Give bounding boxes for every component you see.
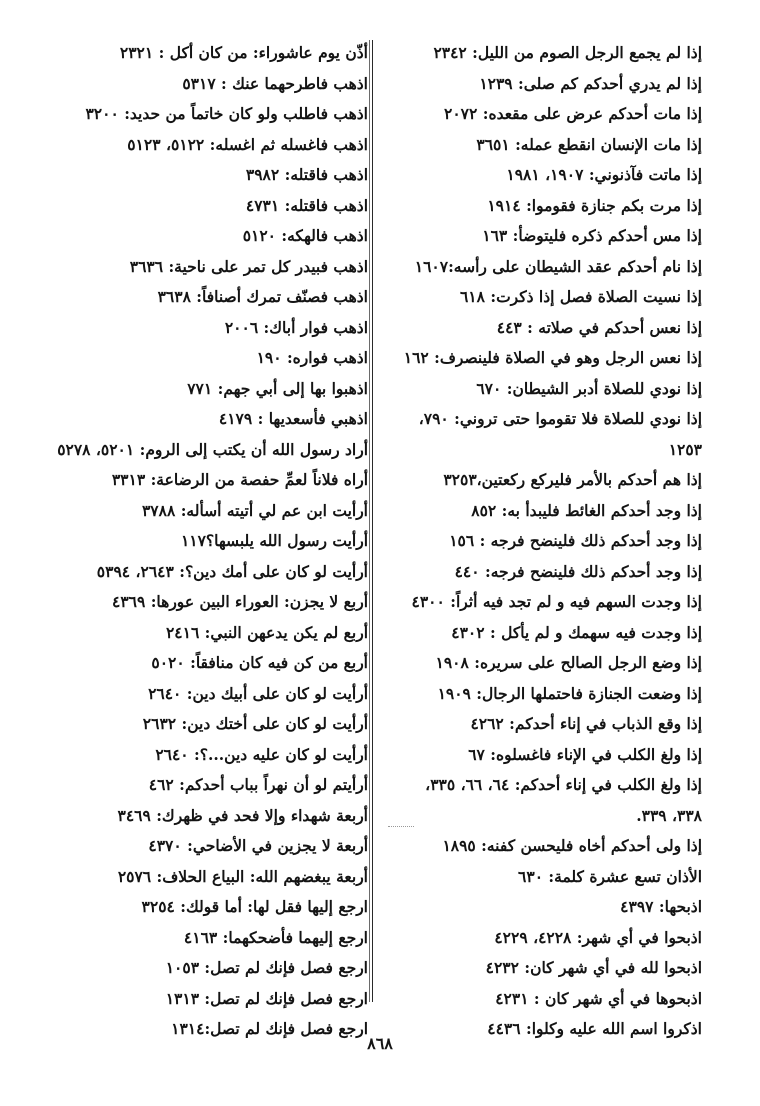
- index-entry: اذبحها: ٤٣٩٧: [620, 897, 702, 916]
- index-entry: إذا لم يجمع الرجل الصوم من الليل: ٢٣٤٢: [433, 43, 702, 62]
- index-entry: أربع من كن فيه كان منافقاً: ٥٠٢٠: [151, 653, 368, 672]
- index-entry: ارجع إليها فقل لها: أما قولك: ٣٢٥٤: [141, 897, 368, 916]
- index-entry: إذا وضعت الجنازة فاحتملها الرجال: ١٩٠٩: [437, 683, 702, 703]
- index-entry: إذا نودي للصلاة فلا تقوموا حتى تروني: ٧٩٠، ١٢٥٣: [418, 409, 702, 459]
- index-entry: إذا وضع الرجل الصالح على سريره: ١٩٠٨: [435, 653, 702, 672]
- index-entry: أرأيت رسول الله يلبسها؟١١٧: [180, 531, 368, 550]
- index-entry: اذهب فبيدر كل تمر على ناحية: ٣٦٣٦: [129, 256, 368, 276]
- index-entry: ارجع فصل فإنك لم تصل: ١٣١٣: [165, 988, 368, 1008]
- index-entry: اذهب فاطرحهما عنك : ٥٣١٧: [182, 73, 368, 93]
- index-entry: اذهب فاغسله ثم اغسله: ٥١٢٢، ٥١٢٣: [127, 134, 368, 154]
- scan-speck: [388, 826, 414, 830]
- index-entry: إذا مس أحدكم ذكره فليتوضأ: ١٦٣: [482, 226, 702, 245]
- index-entry: اذهب فاقتله: ٣٩٨٢: [245, 165, 368, 184]
- index-entry: إذا نودي للصلاة أدبر الشيطان: ٦٧٠: [476, 378, 702, 398]
- index-entry: إذا ولغ الكلب في الإناء فاغسلوه: ٦٧: [468, 744, 702, 764]
- index-entry: ارجع فصل فإنك لم تصل:١٣١٤: [171, 1019, 368, 1038]
- index-entry: أربعة يبغضهم الله: البياع الحلاف: ٢٥٧٦: [117, 866, 368, 886]
- index-entry: ارجع فصل فإنك لم تصل: ١٠٥٣: [165, 958, 368, 977]
- index-entry: أرأيت لو كان على أبيك دين: ٢٦٤٠: [148, 683, 368, 703]
- index-entry: أراه فلاناً لعمِّ حفصة من الرضاعة: ٣٣١٣: [111, 470, 368, 489]
- index-entry: أرأيت ابن عم لي أتيته أسأله: ٣٧٨٨: [141, 500, 368, 520]
- index-entry: إذا نعس أحدكم في صلاته : ٤٤٣: [496, 317, 702, 337]
- index-entry: أراد رسول الله أن يكتب إلى الروم: ٥٢٠١، ٥٢٧٨: [57, 439, 368, 459]
- index-entry: إذا وقع الذباب في إناء أحدكم: ٤٢٦٢: [470, 714, 702, 733]
- index-entry: اذهبي فأسعديها : ٤١٧٩: [218, 409, 368, 428]
- index-entry: أرأيتم لو أن نهراً بباب أحدكم: ٤٦٢: [148, 775, 368, 794]
- index-entry: إذا وجد أحدكم الغائط فليبدأ به: ٨٥٢: [471, 500, 702, 520]
- index-entry: اذهب فواره: ١٩٠: [256, 348, 368, 367]
- index-entry: اذكروا اسم الله عليه وكلوا: ٤٤٣٦: [487, 1019, 702, 1038]
- index-entry: إذا نسيت الصلاة فصل إذا ذكرت: ٦١٨: [459, 287, 702, 306]
- index-entry: أرأيت لو كان على أمك دين؟: ٢٦٤٣، ٥٣٩٤: [96, 561, 368, 581]
- index-entry: أربعة شهداء وإلا فحد في ظهرك: ٣٤٦٩: [117, 805, 368, 825]
- index-entry: إذا نام أحدكم عقد الشيطان على رأسه:١٦٠٧: [414, 256, 702, 276]
- index-entry: إذا لم يدري أحدكم كم صلى: ١٢٣٩: [479, 73, 702, 93]
- index-entry: ارجع إليهما فأضحكهما: ٤١٦٣: [183, 927, 368, 947]
- index-entry: أرأيت لو كان عليه دين...؟: ٢٦٤٠: [155, 744, 368, 764]
- index-entry: اذهب فاطلب ولو كان خاتماً من حديد: ٣٢٠٠: [85, 104, 368, 123]
- index-entry: إذا وجدت السهم فيه و لم تجد فيه أثراً: ٤٣٠٠: [411, 592, 702, 611]
- index-entry: أرأيت لو كان على أختك دين: ٢٦٣٢: [142, 714, 368, 733]
- index-entry: إذا هم أحدكم بالأمر فليركع ركعتين،٣٢٥٣: [443, 470, 702, 489]
- index-entry: أربعة لا يجزين في الأضاحي: ٤٣٧٠: [148, 836, 368, 855]
- index-entry: إذا مات الإنسان انقطع عمله: ٣٦٥١: [476, 134, 702, 154]
- index-entry: اذبحوها في أي شهر كان : ٤٢٣١: [495, 988, 702, 1008]
- column-divider: [372, 40, 373, 1002]
- index-entry: إذا نعس الرجل وهو في الصلاة فلينصرف: ١٦٢: [403, 348, 702, 367]
- index-entry: إذا مات أحدكم عرض على مقعده: ٢٠٧٢: [444, 104, 702, 123]
- index-entry: أذّن يوم عاشوراء: من كان أكل : ٢٣٢١: [119, 43, 368, 62]
- index-entry: أربع لم يكن يدعهن النبي: ٢٤١٦: [165, 622, 368, 642]
- index-entry: إذا ولغ الكلب في إناء أحدكم: ٦٤، ٦٦، ٣٣٥، ٣٣٨، ٣٣٩.: [425, 775, 702, 825]
- index-column-left: [23, 38, 368, 1045]
- index-entry: إذا وجد أحدكم ذلك فلينضح فرجه: ٤٤٠: [454, 561, 702, 581]
- index-entry: إذا وجدت فيه سهمك و لم يأكل : ٤٣٠٢: [451, 622, 702, 642]
- index-entry: أربع لا يجزن: العوراء البين عورها: ٤٣٦٩: [112, 592, 368, 611]
- index-entry: اذهبوا بها إلى أبي جهم: ٧٧١: [187, 378, 368, 398]
- index-entry: اذبحوا في أي شهر: ٤٢٢٨، ٤٢٢٩: [494, 927, 702, 947]
- page-number: ٨٦٨: [367, 1034, 393, 1053]
- index-entry: اذبحوا لله في أي شهر كان: ٤٢٣٢: [485, 958, 702, 977]
- index-entry: اذهب فصنّف تمرك أصنافاً: ٣٦٣٨: [157, 287, 368, 306]
- index-entry: إذا وجد أحدكم ذلك فلينضح فرجه : ١٥٦: [449, 531, 702, 550]
- index-entry: اذهب فالهكه: ٥١٢٠: [242, 226, 368, 245]
- index-entry: إذا ماتت فآذنوني: ١٩٠٧، ١٩٨١: [506, 165, 702, 184]
- index-entry: اذهب فاقتله: ٤٧٣١: [245, 195, 368, 215]
- index-entry: إذا مرت بكم جنازة فقوموا: ١٩١٤: [487, 195, 702, 215]
- column-divider-inner: [369, 40, 370, 1002]
- index-entry: إذا ولى أحدكم أخاه فليحسن كفنه: ١٨٩٥: [442, 836, 702, 855]
- index-entry: اذهب فوار أباك: ٢٠٠٦: [224, 317, 368, 337]
- index-entry: الأذان تسع عشرة كلمة: ٦٣٠: [518, 866, 702, 886]
- index-column-right: [390, 38, 702, 1045]
